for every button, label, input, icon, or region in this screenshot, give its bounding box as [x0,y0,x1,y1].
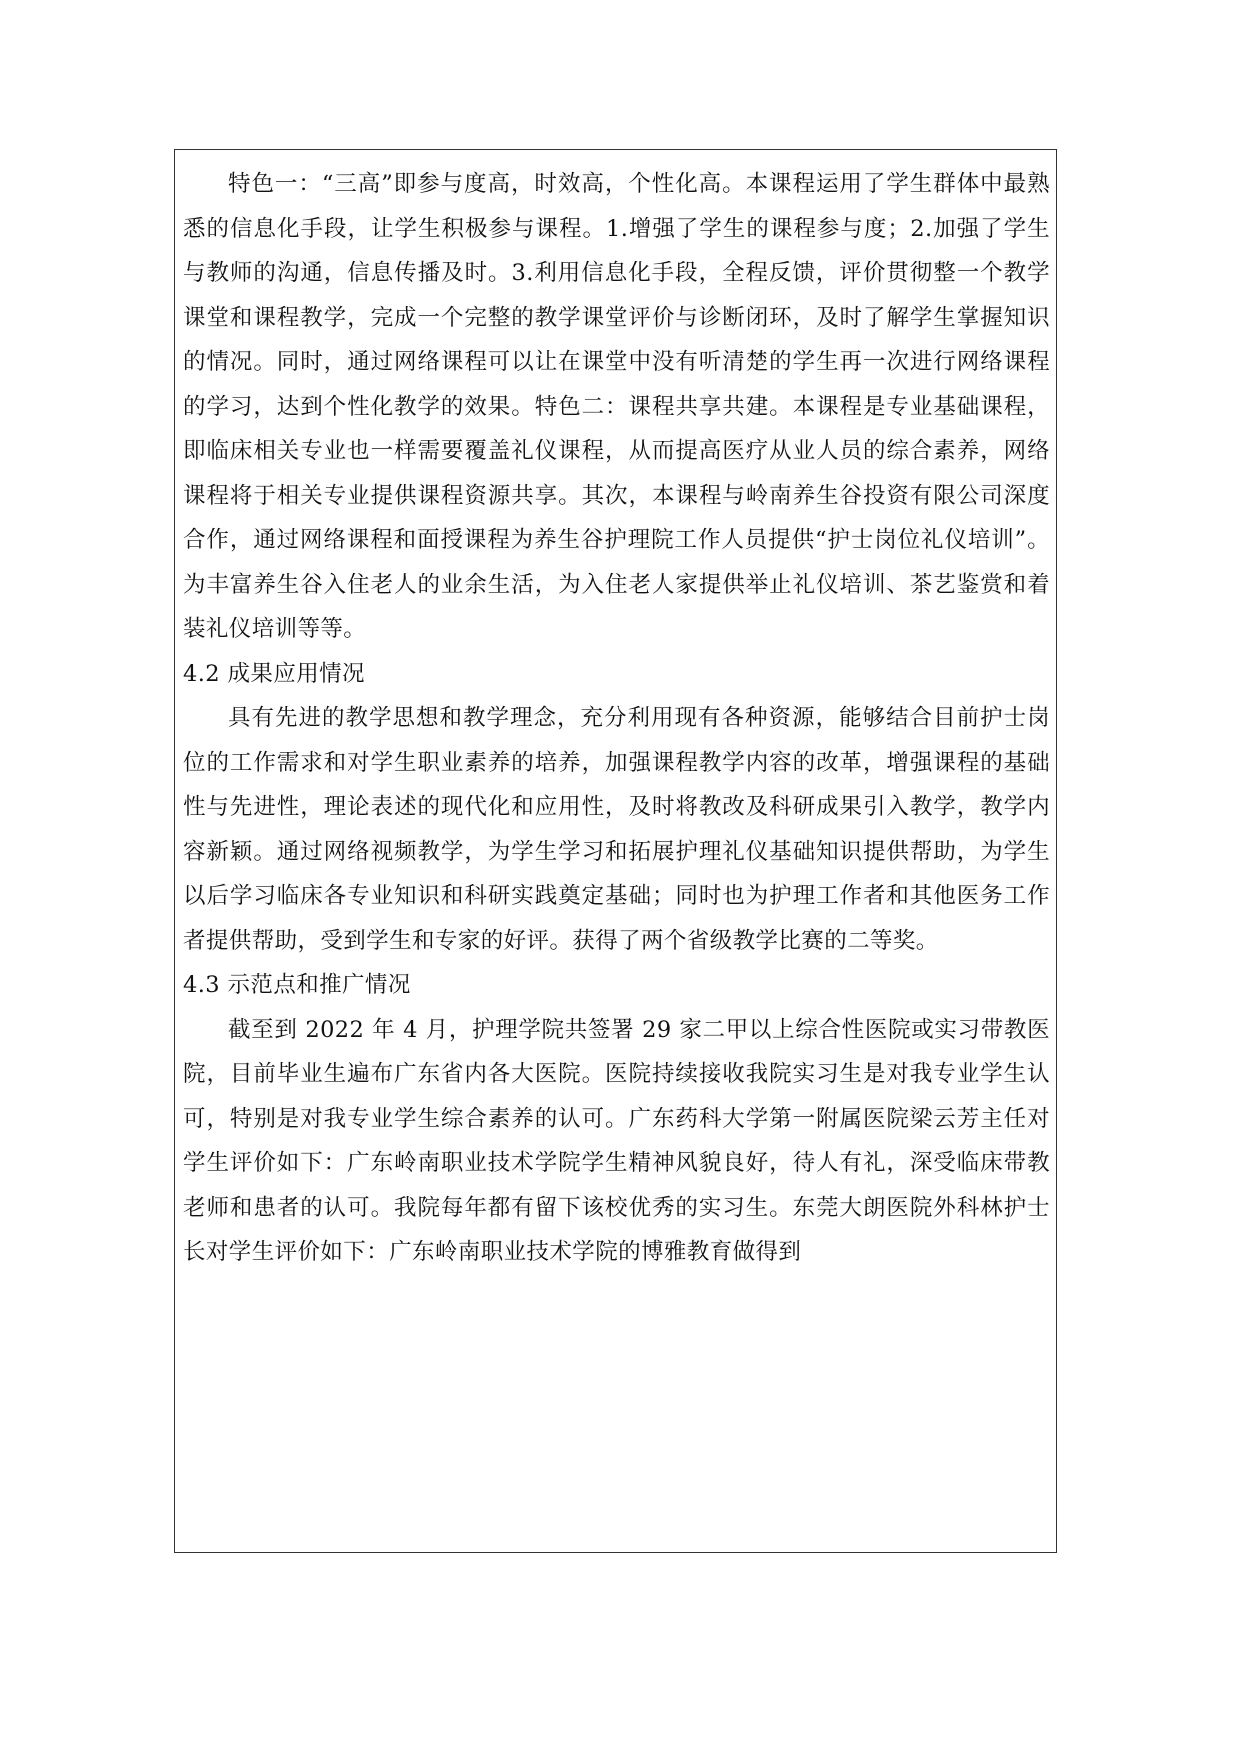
form-table-cell [174,149,1057,1553]
section-heading-4-2: 4.2 成果应用情况 [183,660,365,687]
features-paragraph: 特色一：“三高”即参与度高，时效高，个性化高。本课程运用了学生群体中最熟悉的信息化手段，让学生积极参与课程。1.增强了学生的课程参与度；2.加强了学生与教师的沟通，信息传播及时。3.利用信息化手段，全程反馈，评价贯彻整一个教学课堂和课程教学，完成一个完整的教学课堂评价与诊断闭环，及时了解学生掌握知识的情况。同时，通过网络课程可以让在课堂中没有听清楚的学生再一次进行网络课程的学习，达到个性化教学的效果。特色二：课程共享共建。本课程是专业基础课程，即临床相关专业也一样需要覆盖礼仪课程，从而提高医疗从业人员的综合素养，网络课程将于相关专业提供课程资源共享。其次，本课程与岭南养生谷投资有限公司深度合作，通过网络课程和面授课程为养生谷护理院工作人员提供“护士岗位礼仪培训”。为丰富养生谷入住老人的业余生活，为入住老人家提供举止礼仪培训、茶艺鉴赏和着装礼仪培训等等。 [183,171,1050,642]
document-body [183,162,1050,1275]
section-heading-4-3: 4.3 示范点和推广情况 [183,972,411,998]
promotion-paragraph: 截至到 2022 年 4 月，护理学院共签署 29 家二甲以上综合性医院或实习带教医院，目前毕业生遍布广东省内各大医院。医院持续接收我院实习生是对我专业学生认可，特别是对我专业学生综合素养的认可。广东药科大学第一附属医院梁云芳主任对学生评价如下：广东岭南职业技术学院学生精神风貌良好，待人有礼，深受临床带教老师和患者的认可。我院每年都有留下该校优秀的实习生。东莞大朗医院外科林护士长对学生评价如下：广东岭南职业技术学院的博雅教育做得到 [183,1016,1050,1265]
application-paragraph: 具有先进的教学思想和教学理念，充分利用现有各种资源，能够结合目前护士岗位的工作需求和对学生职业素养的培养，加强课程教学内容的改革，增强课程的基础性与先进性，理论表述的现代化和应用性，及时将教改及科研成果引入教学，教学内容新颖。通过网络视频教学，为学生学习和拓展护理礼仪基础知识提供帮助，为学生以后学习临床各专业知识和科研实践奠定基础；同时也为护理工作者和其他医务工作者提供帮助，受到学生和专家的好评。获得了两个省级教学比赛的二等奖。 [183,705,1050,954]
